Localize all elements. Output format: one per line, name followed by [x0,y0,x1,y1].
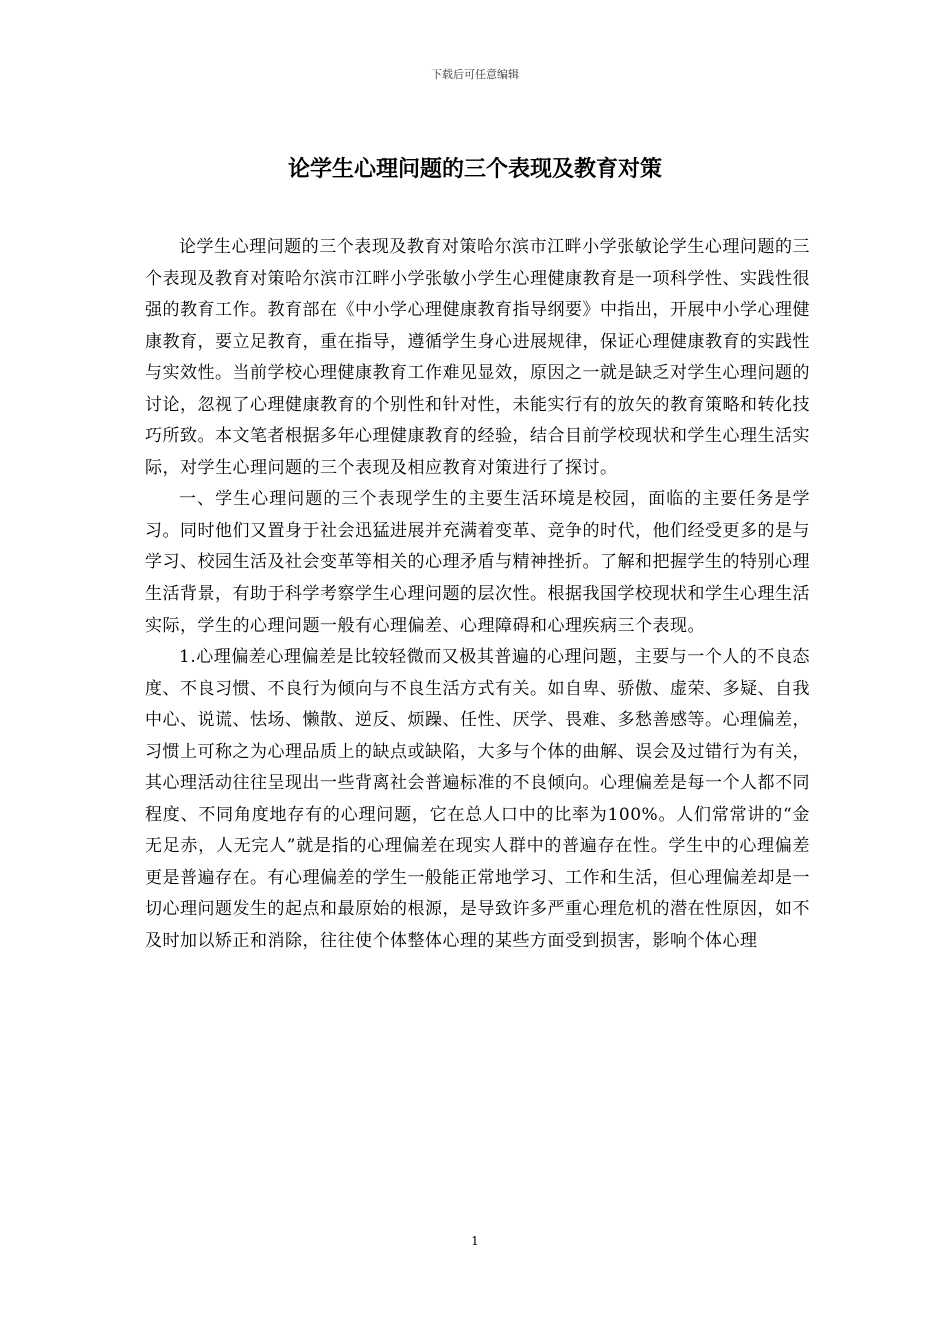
paragraph-section-one: 一、学生心理问题的三个表现学生的主要生活环境是校园，面临的主要任务是学习。同时他们又置身于社会迅猛进展并充满着变革、竞争的时代，他们经受更多的是与学习、校园生活及社会变革等相关的心理矛盾与精神挫折。了解和把握学生的特别心理生活背景，有助于科学考察学生心理问题的层次性。根据我国学校现状和学生心理生活实际，学生的心理问题一般有心理偏差、心理障碍和心理疾病三个表现。 [145,489,810,636]
header-note: 下载后可任意编辑 [431,68,519,81]
paragraph-psychological-deviation: 1.心理偏差心理偏差是比较轻微而又极其普遍的心理问题，主要与一个人的不良态度、不良习惯、不良行为倾向与不良生活方式有关。如自卑、骄傲、虚荣、多疑、自我中心、说谎、怯场、懒散、逆反、烦躁、任性、厌学、畏难、多愁善感等。心理偏差，习惯上可称之为心理品质上的缺点或缺陷，大多与个体的曲解、误会及过错行为有关，其心理活动往往呈现出一些背离社会普遍标准的不良倾向。心理偏差是每一个人都不同程度、不同角度地存有的心理问题，它在总人口中的比率为100%。人们常常讲的“金无足赤，人无完人”就是指的心理偏差在现实人群中的普遍存在性。学生中的心理偏差更是普遍存在。有心理偏差的学生一般能正常地学习、工作和生活，但心理偏差却是一切心理问题发生的起点和最原始的根源，是导致许多严重心理危机的潜在性原因，如不及时加以矫正和消除，往往使个体整体心理的某些方面受到损害，影响个体心理 [145,647,810,952]
document-body [145,232,810,958]
paragraph-intro: 论学生心理问题的三个表现及教育对策哈尔滨市江畔小学张敏论学生心理问题的三个表现及教育对策哈尔滨市江畔小学张敏小学生心理健康教育是一项科学性、实践性很强的教育工作。教育部在《中小学心理健康教育指导纲要》中指出，开展中小学心理健康教育，要立足教育，重在指导，遵循学生身心进展规律，保证心理健康教育的实践性与实效性。当前学校心理健康教育工作难见显效，原因之一就是缺乏对学生心理问题的讨论，忽视了心理健康教育的个别性和针对性，未能实行有的放矢的教育策略和转化技巧所致。本文笔者根据多年心理健康教育的经验，结合目前学校现状和学生心理生活实际，对学生心理问题的三个表现及相应教育对策进行了探讨。 [145,237,810,478]
document-title: 论学生心理问题的三个表现及教育对策 [287,157,662,182]
page-number: 1 [471,1234,479,1248]
